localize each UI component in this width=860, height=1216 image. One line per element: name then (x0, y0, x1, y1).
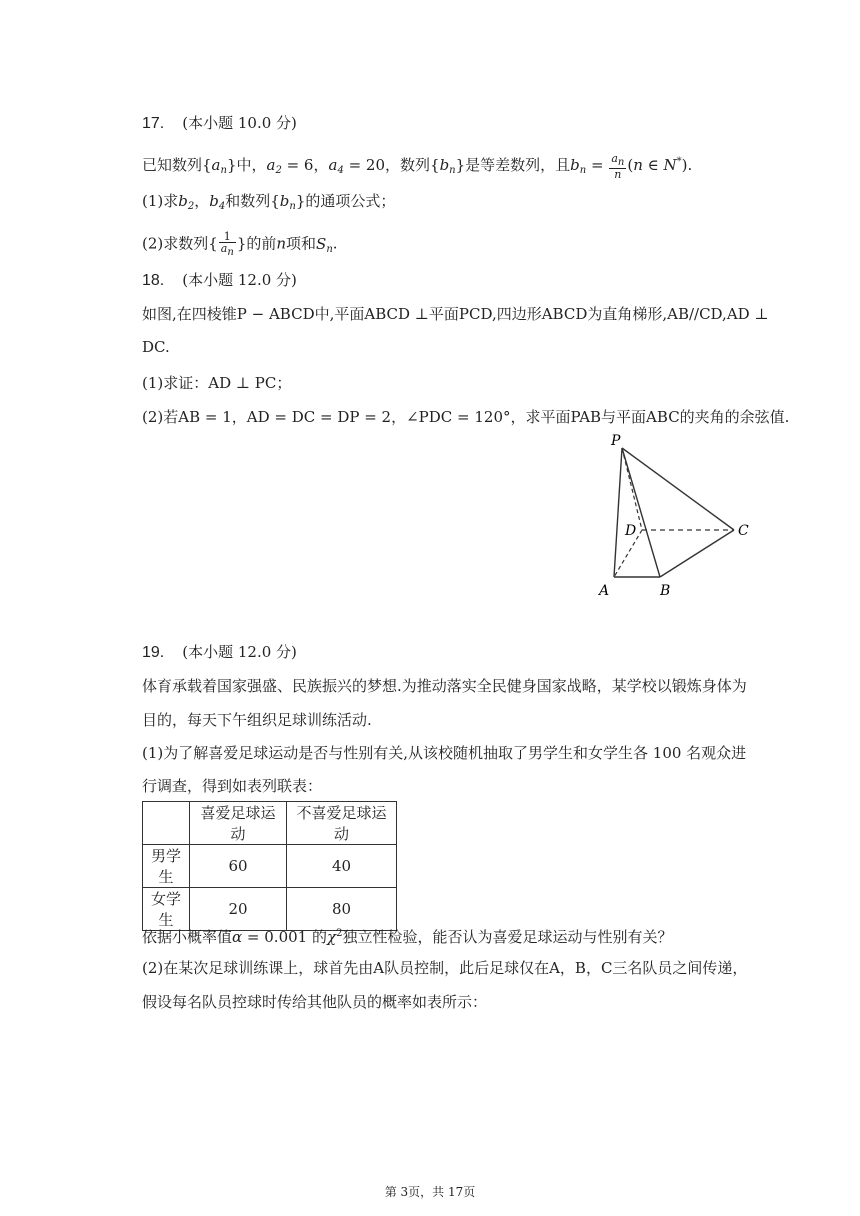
table-header-cell: 不喜爱足球运动 (287, 802, 397, 845)
table-cell: 40 (287, 845, 397, 888)
table-header-row (143, 802, 397, 845)
q17-part1: (1)求$b_2$，$b_4$和数列$\{b_n\}$的通项公式； (142, 192, 396, 212)
q18-score: (本小题 12.0 分) (182, 271, 297, 289)
q19-score: (本小题 12.0 分) (182, 643, 297, 661)
q17-number: 17. (142, 115, 165, 132)
contingency-table (142, 801, 397, 931)
table-header-cell: 喜爱足球运动 (190, 802, 287, 845)
q19-line1: 体育承载着国家强盛、民族振兴的梦想.为推动落实全民健身国家战略，某学校以锻炼身体为 (142, 677, 747, 695)
label-C: C (738, 523, 749, 539)
edge-PA (614, 448, 622, 577)
q17-part2: (2)求数列{ $\frac{1}{an}$ }的前n项和$S_n$. (142, 230, 338, 258)
table-cell: 60 (190, 845, 287, 888)
edge-PB (622, 448, 660, 577)
q19-number: 19. (142, 644, 165, 661)
q17-score: (本小题 10.0 分) (182, 114, 297, 132)
q18-part2: (2)若AB = 1，AD = DC = DP = 2，∠PDC = 120°，求平面PAB与平面ABC的夹角的余弦值. (142, 408, 790, 426)
page-footer: 第 3页，共 17页 (384, 1185, 476, 1199)
table-cell: 女学生 (143, 888, 190, 931)
q17-heading (142, 113, 297, 134)
q18-part1: (1)求证：AD ⊥ PC； (142, 374, 292, 392)
q19-heading (142, 642, 297, 663)
table-cell: 20 (190, 888, 287, 931)
q17-stem: 已知数列$\{a_n\}$中，$a_2 = 6$，$a_4 = 20$，数列$\{b_n\}$是等差数列，且$b_n$ = $\frac{an}{n}$ (n ∈ N*). (142, 151, 693, 181)
q19-part1-line1: (1)为了解喜爱足球运动是否与性别有关,从该校随机抽取了男学生和女学生各 100 名观众进 (142, 744, 747, 762)
label-P: P (611, 433, 621, 449)
table-cell: 男学生 (143, 845, 190, 888)
edge-BC (660, 530, 734, 577)
q19-part1-line2: 行调查，得到如表列联表： (142, 777, 323, 795)
q19-part2-line2: 假设每名队员控球时传给其他队员的概率如表所示： (142, 993, 488, 1011)
label-B: B (660, 583, 671, 599)
table-cell: 80 (287, 888, 397, 931)
q18-line2: DC. (142, 338, 170, 356)
label-A: A (599, 583, 610, 599)
q18-heading (142, 270, 297, 291)
label-D: D (625, 523, 637, 539)
table-row (143, 845, 397, 888)
q19-after-table: 依据小概率值α = 0.001 的$\chi^2$独立性检验，能否认为喜爱足球运动与性别有关？ (142, 928, 673, 946)
pyramid-figure (590, 428, 760, 603)
q19-line2: 目的，每天下午组织足球训练活动. (142, 711, 372, 729)
q19-part2-line1: (2)在某次足球训练课上，球首先由A队员控制，此后足球仅在A，B，C三名队员之间传递， (142, 959, 748, 977)
table-header-cell (143, 802, 190, 845)
q18-line1: 如图,在四棱锥P − ABCD中,平面ABCD ⊥平面PCD,四边形ABCD为直角梯形,AB//CD,AD ⊥ (142, 305, 769, 323)
q18-number: 18. (142, 272, 165, 289)
